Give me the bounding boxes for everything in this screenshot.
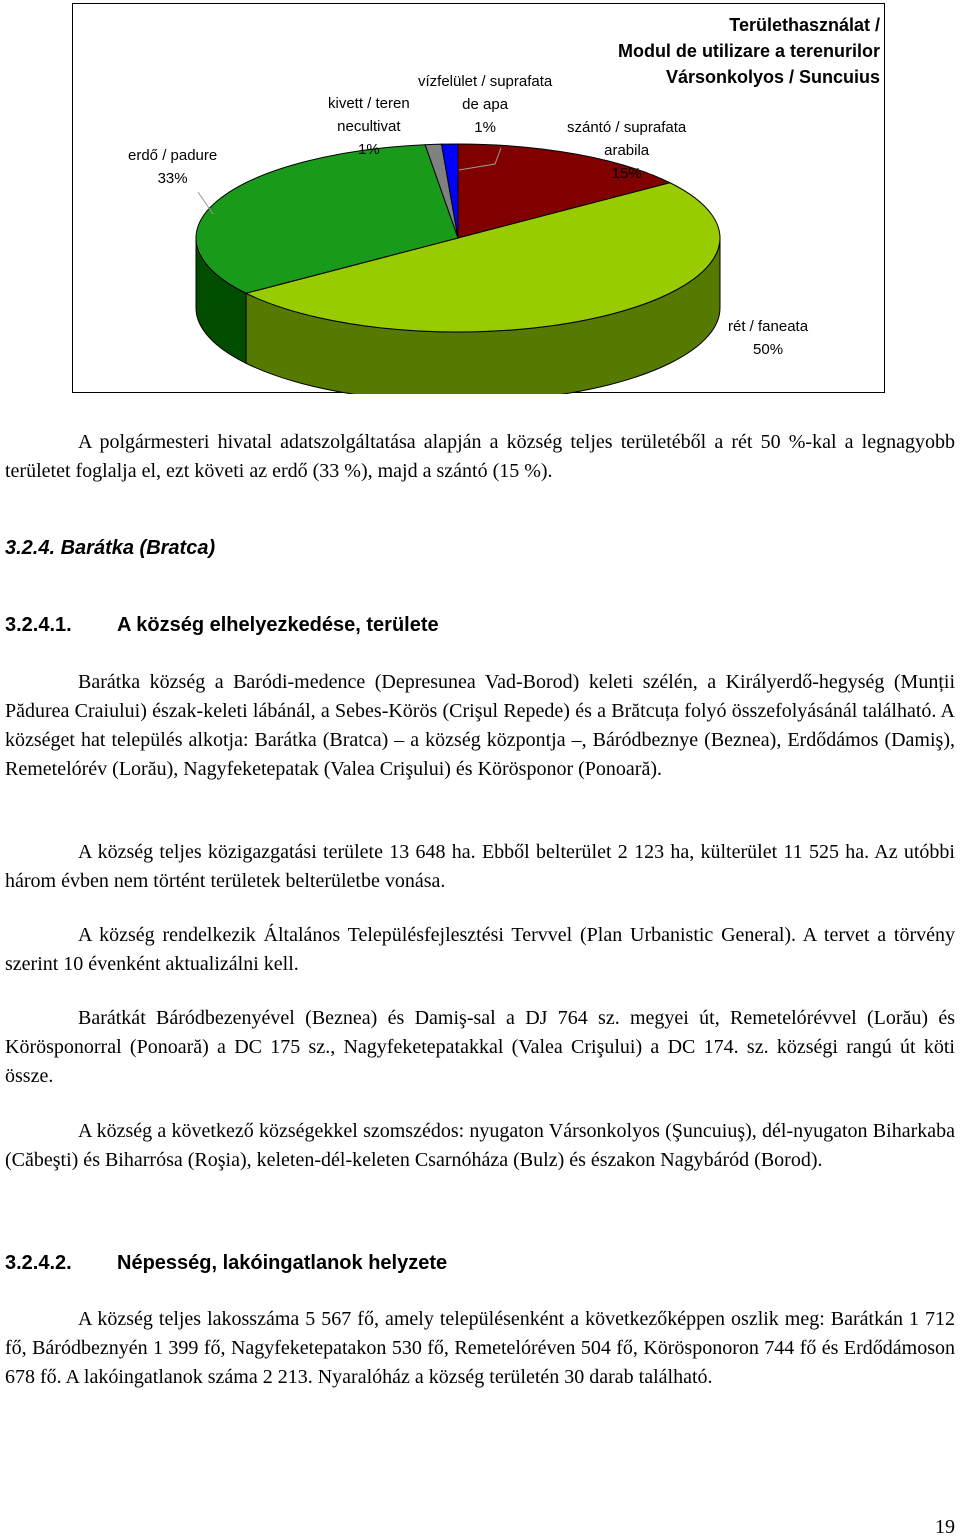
chart-title-line3: Vársonkolyos / Suncuius bbox=[665, 67, 880, 87]
page-number: 19 bbox=[935, 1516, 955, 1538]
paragraph-roads: Barátkát Báródbezenyével (Beznea) és Damiş-sal a DJ 764 sz. megyei út, Remetelórévvel (Lorău) és Körösponorral (Ponoară) a DC 175 sz., Nagyfeketepatakkal (Valea Crişului) a DC 174. sz. községi rangú út köti össze. bbox=[5, 1007, 955, 1087]
heading-3-2-4-2 bbox=[5, 1252, 447, 1275]
heading-title: A község elhelyezkedése, területe bbox=[117, 614, 439, 636]
paragraph-area: A község teljes közigazgatási területe 13 648 ha. Ebből belterület 2 123 ha, külterület 11 525 ha. Az utóbbi három évben nem történt területek belterületbe vonása. bbox=[5, 841, 955, 892]
label-szanto: szántó / suprafata arabila 15% bbox=[567, 119, 687, 182]
paragraph-urban-plan: A község rendelkezik Általános Településfejlesztési Tervvel (Plan Urbanistic General). A tervet a törvény szerint 10 évenként aktualizálni kell. bbox=[5, 924, 955, 975]
label-vizfelulet: vízfelület / suprafata de apa 1% bbox=[418, 73, 553, 136]
heading-3-2-4-1 bbox=[5, 614, 439, 637]
land-use-chart bbox=[72, 3, 885, 393]
leader-line-erdo bbox=[198, 192, 213, 214]
heading-3-2-4: 3.2.4. Barátka (Bratca) bbox=[5, 537, 216, 559]
chart-title-line2: Modul de utilizare a terenurilor bbox=[617, 41, 880, 61]
heading-title: Népesség, lakóingatlanok helyzete bbox=[117, 1252, 448, 1274]
label-ret: rét / faneata 50% bbox=[728, 318, 809, 358]
chart-title-line1: Területhasználat / bbox=[729, 15, 880, 35]
heading-number: 3.2.4.2. bbox=[5, 1252, 72, 1274]
heading-number: 3.2.4.1. bbox=[5, 614, 72, 636]
paragraph-population: A község teljes lakosszáma 5 567 fő, amely településenként a következőképpen oszlik meg: Barátkán 1 712 fő, Báródbeznyén 1 399 fő, Nagyfeketepatakon 530 fő, Remetelóréven 504 fő, Körösponoron 744 fő és Erdődámoson 678 fő. A lakóingatlanok száma 2 213. Nyaralóház a község területén 30 darab található. bbox=[5, 1308, 955, 1388]
paragraph-land-use: A polgármesteri hivatal adatszolgáltatása alapján a község teljes területéből a rét 50 %-kal a legnagyobb területet foglalja el, ezt követi az erdő (33 %), majd a szántó (15 %). bbox=[5, 431, 955, 482]
label-kivett: kivett / teren necultivat 1% bbox=[328, 95, 410, 158]
paragraph-neighbours: A község a következő községekkel szomszédos: nyugaton Vársonkolyos (Şuncuiuş), dél-nyugaton Biharkaba (Căbeşti) és Biharrósa (Roşia), keleten-dél-keleten Csarnóháza (Bulz) és északon Nagybáród (Borod). bbox=[5, 1120, 955, 1171]
chart-title bbox=[618, 12, 880, 90]
label-erdo: erdő / padure 33% bbox=[128, 147, 218, 187]
paragraph-location: Barátka község a Baródi-medence (Depresunea Vad-Borod) keleti szélén, a Királyerdő-hegység (Munții Pădurea Craiului) észak-keleti lábánál, a Sebes-Körös (Crişul Repede) és a Brătcuța folyó összefolyásánál található. A községet hat település alkotja: Barátka (Bratca) – a község központja –, Báródbeznye (Beznea), Erdődámos (Damiş), Remetelórév (Lorău), Nagyfeketepatak (Valea Crişului) és Körösponor (Ponoară). bbox=[5, 671, 955, 780]
